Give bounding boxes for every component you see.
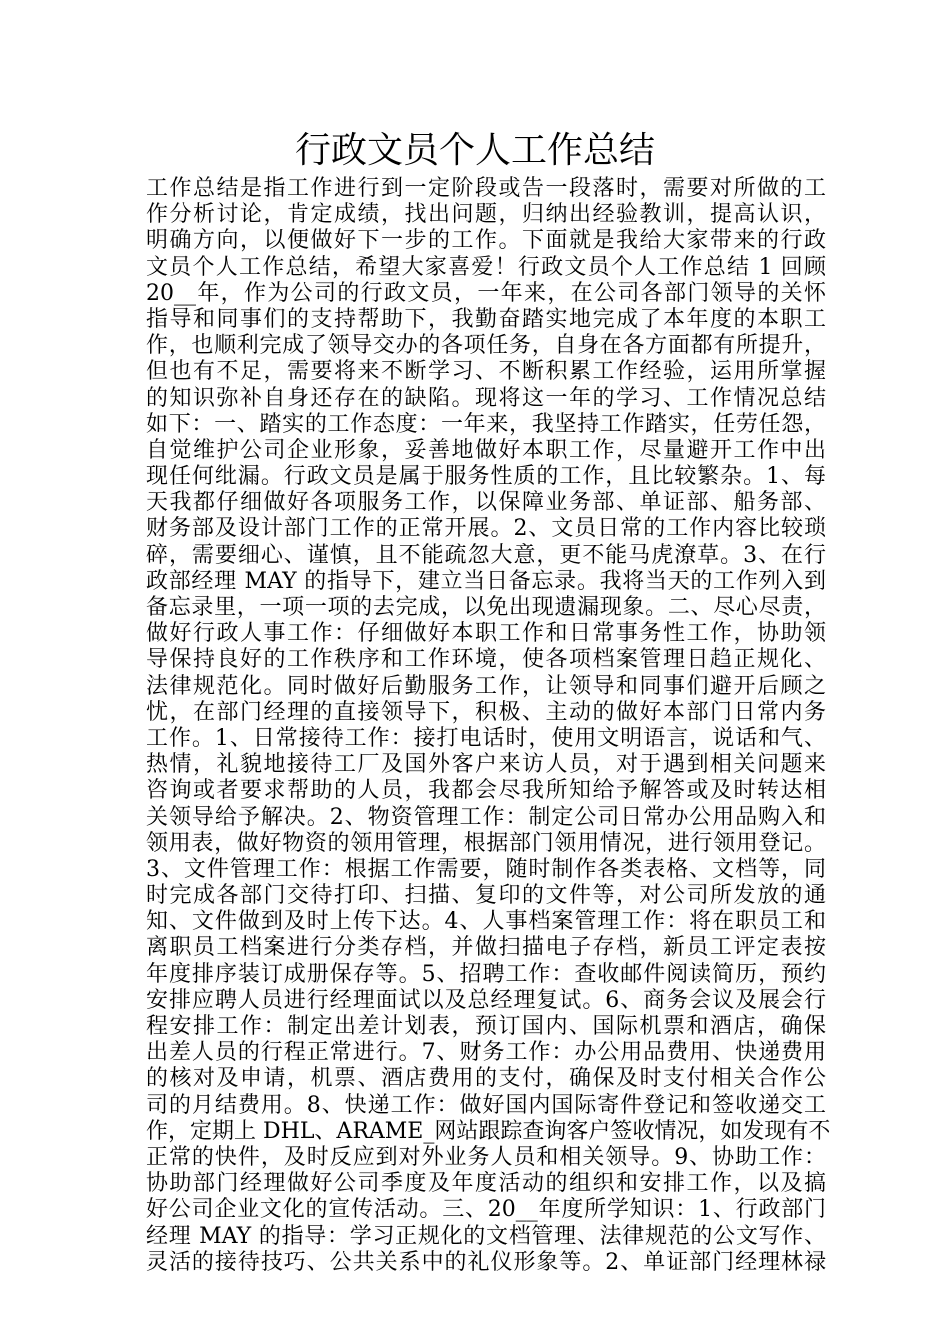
- body-text-line: 如下：一、踏实的工作态度：一年来，我坚持工作踏实，任劳任怨，: [146, 411, 826, 437]
- body-text-line: 自觉维护公司企业形象，妥善地做好本职工作，尽量避开工作中出: [146, 437, 826, 463]
- body-text-line: 作分析讨论，肯定成绩，找出问题，归纳出经验教训，提高认识，: [146, 202, 826, 228]
- body-text-line: 指导和同事们的支持帮助下，我勤奋踏实地完成了本年度的本职工: [146, 306, 826, 332]
- body-text-line: 3、文件管理工作：根据工作需要，随时制作各类表格、文档等，同: [146, 856, 826, 882]
- body-text-line: 作，定期上 DHL、ARAME_网站跟踪查询客户签收情况，如发现有不: [146, 1118, 831, 1144]
- body-text-line: 灵活的接待技巧、公共关系中的礼仪形象等。2、单证部门经理林禄: [146, 1249, 826, 1275]
- body-text-line: 做好行政人事工作：仔细做好本职工作和日常事务性工作，协助领: [146, 621, 826, 647]
- body-text-line: 备忘录里，一项一项的去完成，以免出现遗漏现象。二、尽心尽责，: [146, 595, 826, 620]
- body-text-line: 作，也顺利完成了领导交办的各项任务，自身在各方面都有所提升，: [146, 333, 826, 359]
- body-text-line: 但也有不足，需要将来不断学习、不断积累工作经验，运用所掌握: [146, 359, 826, 385]
- body-text-line: 正常的快件，及时反应到对外业务人员和相关领导。9、协助工作：: [146, 1144, 826, 1170]
- body-text-line: 协助部门经理做好公司季度及年度活动的组织和安排工作，以及搞: [146, 1171, 826, 1197]
- body-text-line: 好公司企业文化的宣传活动。三、20__年度所学知识：1、行政部门: [146, 1197, 826, 1223]
- document-title: 行政文员个人工作总结: [294, 130, 655, 171]
- body-text-line: 法律规范化。同时做好后勤服务工作，让领导和同事们避开后顾之: [146, 673, 826, 699]
- body-text-line: 知、文件做到及时上传下达。4、人事档案管理工作：将在职员工和: [146, 909, 826, 935]
- body-text-line: 财务部及设计部门工作的正常开展。2、文员日常的工作内容比较琐: [146, 516, 826, 542]
- body-text-line: 导保持良好的工作秩序和工作环境，使各项档案管理日趋正规化、: [146, 647, 826, 673]
- body-text-line: 政部经理 MAY 的指导下，建立当日备忘录。我将当天的工作列入到: [146, 568, 826, 594]
- body-text-line: 的核对及申请，机票、酒店费用的支付，确保及时支付相关合作公: [146, 1066, 826, 1092]
- body-text-line: 文员个人工作总结，希望大家喜爱！行政文员个人工作总结 1 回顾: [146, 254, 826, 280]
- body-text-line: 的知识弥补自身还存在的缺陷。现将这一年的学习、工作情况总结: [146, 385, 826, 411]
- body-text-line: 工作总结是指工作进行到一定阶段或告一段落时，需要对所做的工: [146, 176, 826, 201]
- body-text-line: 程安排工作：制定出差计划表，预订国内、国际机票和酒店，确保: [146, 1014, 826, 1039]
- body-text-line: 忧，在部门经理的直接领导下，积极、主动的做好本部门日常内务: [146, 699, 826, 725]
- body-text-line: 20__年，作为公司的行政文员，一年来，在公司各部门领导的关怀: [146, 280, 826, 306]
- body-text-line: 明确方向，以便做好下一步的工作。下面就是我给大家带来的行政: [146, 228, 826, 254]
- body-text-line: 工作。1、日常接待工作：接打电话时，使用文明语言，说话和气、: [146, 725, 826, 751]
- body-text-line: 碎，需要细心、谨慎，且不能疏忽大意，更不能马虎潦草。3、在行: [146, 542, 826, 568]
- body-text-line: 年度排序装订成册保存等。5、招聘工作：查收邮件阅读简历，预约: [146, 961, 826, 987]
- body-text-line: 现任何纰漏。行政文员是属于服务性质的工作，且比较繁杂。1、每: [146, 464, 826, 490]
- body-text-line: 咨询或者要求帮助的人员，我都会尽我所知给予解答或及时转达相: [146, 778, 826, 804]
- body-text-line: 天我都仔细做好各项服务工作，以保障业务部、单证部、船务部、: [146, 490, 826, 516]
- body-text-line: 司的月结费用。8、快递工作：做好国内国际寄件登记和签收递交工: [146, 1092, 826, 1118]
- body-text-line: 关领导给予解决。2、物资管理工作：制定公司日常办公用品购入和: [146, 804, 826, 830]
- body-text-line: 热情，礼貌地接待工厂及国外客户来访人员，对于遇到相关问题来: [146, 752, 826, 778]
- body-text-line: 经理 MAY 的指导：学习正规化的文档管理、法律规范的公文写作、: [146, 1223, 826, 1249]
- body-text-line: 出差人员的行程正常进行。7、财务工作：办公用品费用、快递费用: [146, 1040, 826, 1066]
- body-text-line: 离职员工档案进行分类存档，并做扫描电子存档，新员工评定表按: [146, 935, 826, 961]
- document-body: [146, 176, 831, 1276]
- body-text-line: 安排应聘人员进行经理面试以及总经理复试。6、商务会议及展会行: [146, 987, 826, 1013]
- body-text-line: 领用表，做好物资的领用管理，根据部门领用情况，进行领用登记。: [146, 830, 826, 856]
- body-text-line: 时完成各部门交待打印、扫描、复印的文件等，对公司所发放的通: [146, 883, 826, 909]
